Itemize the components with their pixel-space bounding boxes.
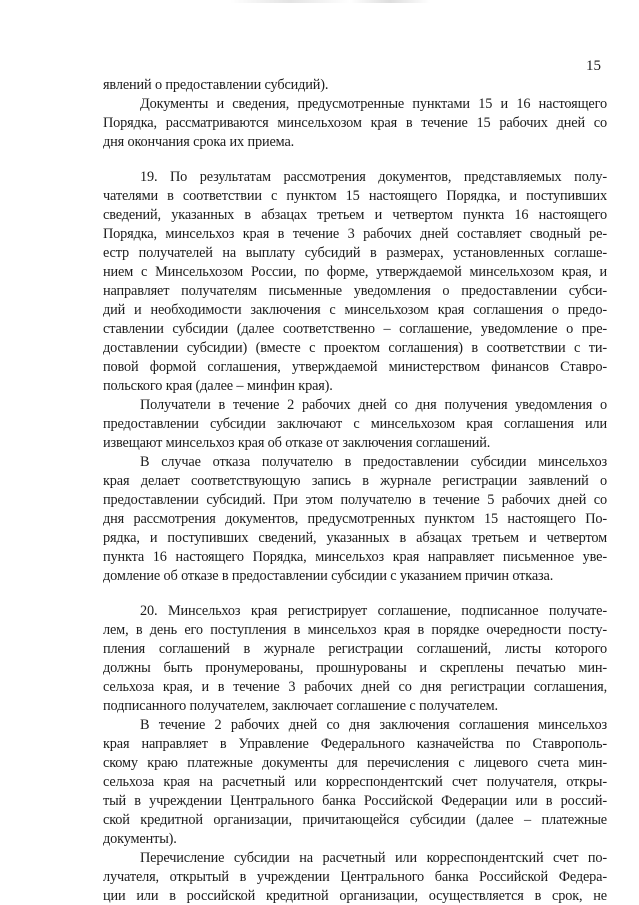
text-line: польского края (далее – минфин края).: [103, 378, 333, 394]
text-line: сельхоза края на расчетный или корреспондентский счет получателя, откры-: [103, 774, 607, 790]
text-line: повой формой соглашения, утверждаемой министерством финансов Ставро-: [103, 359, 607, 375]
text-line: дня рассмотрения документов, предусмотренных пунктом 15 настоящего По-: [103, 511, 607, 527]
text-line: лучателя, открытый в учреждении Центрального банка Российской Федера-: [103, 869, 607, 885]
text-line: дий и необходимости заключения с минсельхозом края соглашения о предо-: [103, 302, 607, 318]
text-line: предоставлении субсидии заключают с минсельхозом края соглашения или: [103, 416, 607, 432]
text-line: рядка, и поступивших сведений, указанных в абзацах третьем и четвертом: [103, 530, 607, 546]
text-line: пункта 16 настоящего Порядка, минсельхоз края направляет письменное уве-: [103, 549, 607, 565]
text-line: направляет получателям письменные уведомления о предоставлении субси-: [103, 283, 607, 299]
text-line: края направляет в Управление Федерального казначейства по Ставрополь-: [103, 736, 607, 752]
document-body: [103, 76, 607, 905]
text-line: Перечисление субсидии на расчетный или корреспондентский счет по-: [140, 850, 607, 866]
text-line: сельхоза края, и в течение 3 рабочих дней со дня регистрации соглашения,: [103, 679, 607, 695]
text-line: пления соглашений в журнале регистрации соглашений, листы которого: [103, 641, 607, 657]
text-line: доставлении субсидии) (вместе с проектом соглашения) в соответствии с ти-: [103, 340, 607, 356]
paragraph-transfer: [103, 849, 607, 905]
text-line: В случае отказа получателю в предоставлении субсидии минсельхоз: [140, 454, 607, 470]
text-line: извещают минсельхоз края об отказе от заключения соглашений.: [103, 435, 491, 451]
text-line: лем, в день его поступления в минсельхоз края в порядке очередности посту-: [103, 622, 607, 638]
paragraph-payment-documents: [103, 716, 607, 849]
text-line: документы).: [103, 831, 177, 847]
page-number: 15: [586, 58, 601, 74]
text-line: 20. Минсельхоз края регистрирует соглашение, подписанное получате-: [140, 603, 607, 619]
paragraph-clause-19: [103, 168, 607, 396]
text-line: домление об отказе в предоставлении субсидии с указанием причин отказа.: [103, 568, 554, 584]
text-line: должны быть пронумерованы, прошнурованы и скреплены печатью мин-: [103, 660, 607, 676]
text-line: 19. По результатам рассмотрения документов, представляемых полу-: [140, 169, 607, 185]
paragraph-refusal: [103, 453, 607, 586]
text-line: естр получателей на выплату субсидий в размерах, установленных соглаше-: [103, 245, 607, 261]
text-line: нием с Минсельхозом России, по форме, утверждаемой минсельхозом края, и: [103, 264, 607, 280]
text-line: явлений о предоставлении субсидий).: [103, 77, 329, 93]
paragraph-clause-20: [103, 602, 607, 716]
text-line: ции или в российской кредитной организации, осуществляется в срок, не: [103, 888, 607, 904]
text-line: чателями в соответствии с пунктом 15 настоящего Порядка, и поступивших: [103, 188, 607, 204]
text-line: Получатели в течение 2 рабочих дней со дня получения уведомления о: [140, 397, 607, 413]
text-line: Порядка, минсельхоз края в течение 3 рабочих дней составляет сводный ре-: [103, 226, 607, 242]
text-line: Порядка, рассматриваются минсельхозом края в течение 15 рабочих дней со: [103, 115, 607, 131]
text-line: Документы и сведения, предусмотренные пунктами 15 и 16 настоящего: [140, 96, 607, 112]
paragraph-continuation: [103, 76, 607, 95]
text-line: сведений, указанных в абзацах третьем и четвертом пункта 16 настоящего: [103, 207, 607, 223]
text-line: дня окончания срока их приема.: [103, 134, 295, 150]
text-line: тый в учреждении Центрального банка Российской Федерации или в россий-: [103, 793, 607, 809]
scan-edge-artifact: [230, 0, 430, 3]
text-line: ставлении субсидии (далее соответственно – соглашение, уведомление о пре-: [103, 321, 607, 337]
paragraph-documents-review: [103, 95, 607, 152]
text-line: подписанного получателем, заключает соглашение с получателем.: [103, 698, 498, 714]
text-line: предоставлении субсидий. При этом получателю в течение 5 рабочих дней со: [103, 492, 607, 508]
text-line: края делает соответствующую запись в журнале регистрации заявлений о: [103, 473, 607, 489]
text-line: В течение 2 рабочих дней со дня заключения соглашения минсельхоз: [140, 717, 607, 733]
text-line: скому краю платежные документы для перечисления с лицевого счета мин-: [103, 755, 607, 771]
paragraph-recipients-response: [103, 396, 607, 453]
text-line: ской кредитной организации, причитающейся субсидии (далее – платежные: [103, 812, 607, 828]
